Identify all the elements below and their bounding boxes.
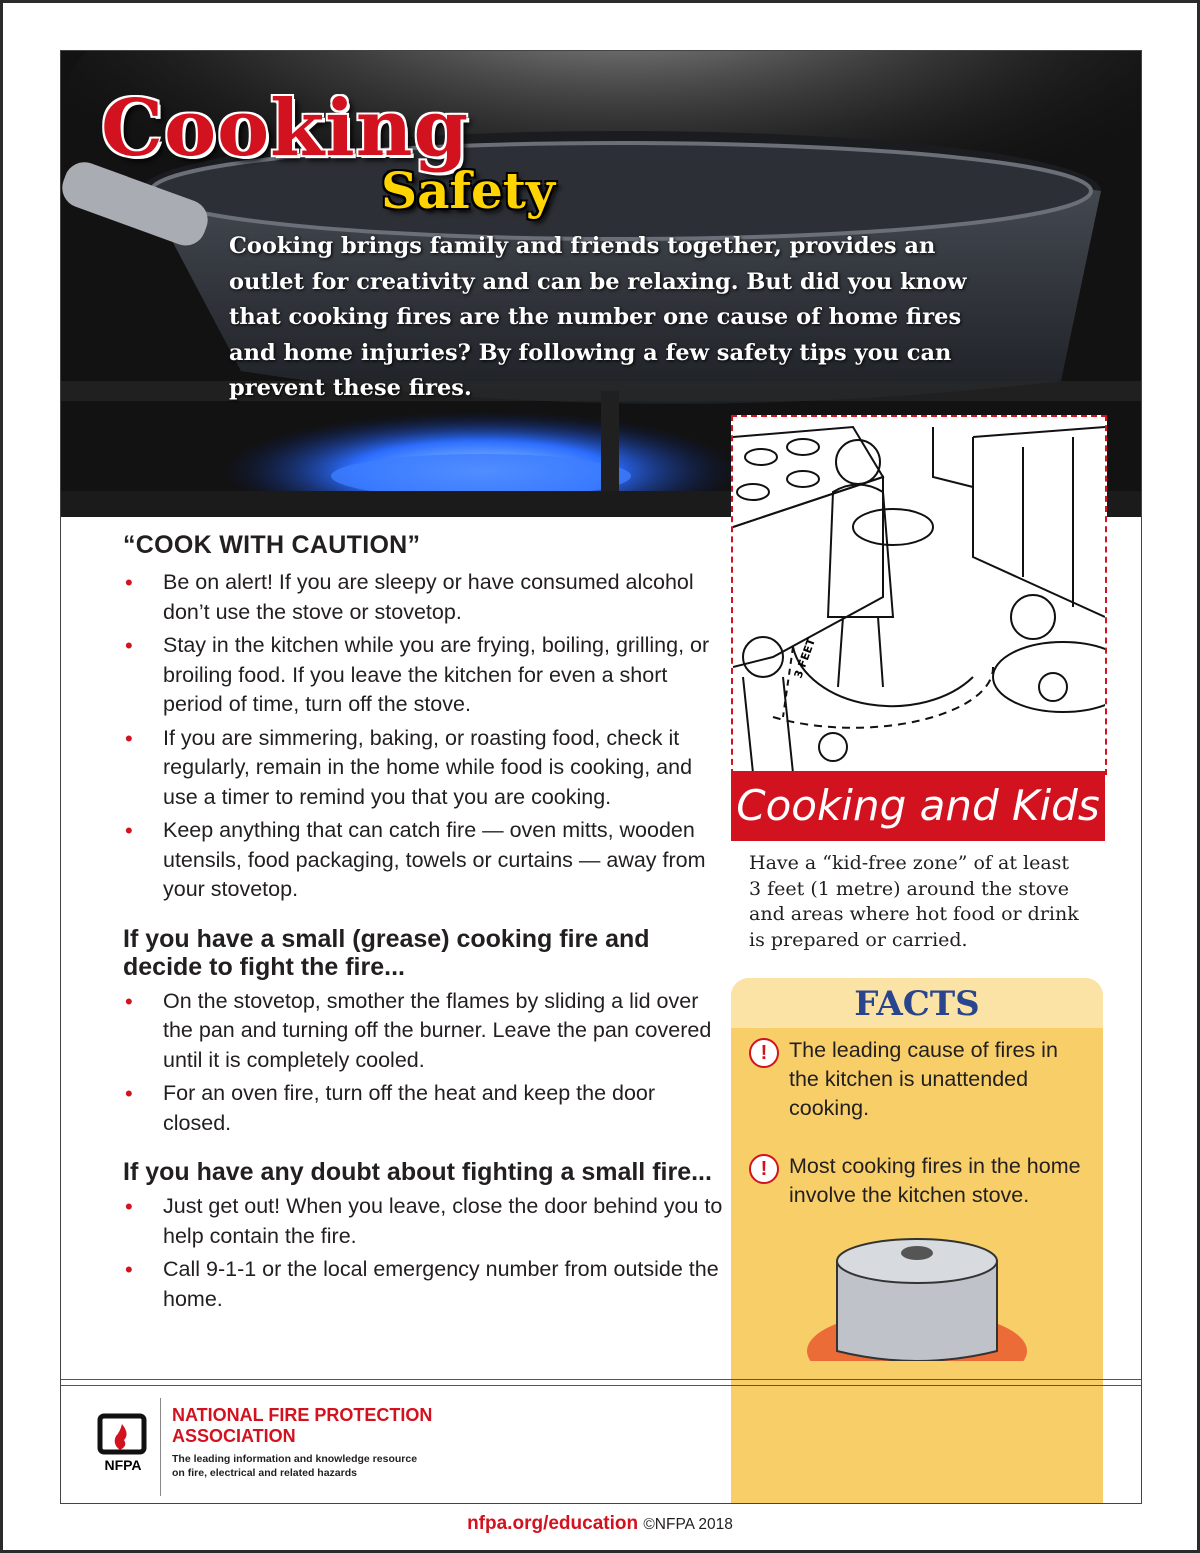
nfpa-logo-icon	[94, 1402, 152, 1486]
education-link[interactable]: nfpa.org/education	[467, 1513, 639, 1534]
copyright-text: ©NFPA 2018	[643, 1516, 733, 1533]
fact-item	[749, 1036, 1089, 1123]
org-tagline: The leading information and knowledge resource on fire, electrical and related hazards	[172, 1453, 418, 1479]
kitchen-illustration	[731, 415, 1107, 775]
footer-divider	[61, 1385, 1141, 1386]
stove-pot-illustration	[797, 1231, 1037, 1361]
bullet-icon: •	[125, 1194, 133, 1219]
three-feet-label: 3 FEET	[791, 636, 819, 681]
bullet-icon: •	[125, 725, 133, 751]
list-item: • Be on alert! If you are sleepy or have consumed alcohol don’t use the stove or stovetop.	[125, 570, 694, 624]
cooking-and-kids-banner: Cooking and Kids	[731, 771, 1105, 841]
section-heading-grease-fire: If you have a small (grease) cooking fire and decide to fight the fire...	[123, 924, 650, 981]
list-item: • If you are simmering, baking, or roasting food, check it regularly, remain in the home while food is cooking, and use a timer to remind you that you are cooking.	[125, 725, 693, 809]
list-item: • Call 9-1-1 or the local emergency number from outside the home.	[125, 1257, 719, 1311]
bottom-credit	[0, 1513, 1200, 1535]
fact-text: The leading cause of fires in the kitchen is unattended cooking.	[789, 1038, 1058, 1120]
caution-list	[123, 568, 723, 905]
section-heading-doubt: If you have any doubt about fighting a small fire...	[123, 1158, 712, 1186]
kid-free-zone-text: Have a “kid-free zone” of at least 3 feet (1 metre) around the stove and areas where hot food or drink is prepared or carried.	[749, 852, 1079, 951]
bullet-icon: •	[125, 570, 133, 595]
list-item: • Keep anything that can catch fire — oven mitts, wooden utensils, food packaging, towels or curtains — away from your stovetop.	[125, 818, 706, 901]
title-safety: Safety	[381, 161, 555, 220]
bullet-icon: •	[125, 1081, 133, 1106]
bullet-icon: •	[125, 633, 133, 658]
list-item: • On the stovetop, smother the flames by sliding a lid over the pan and turning off the burner. Leave the pan covered until it is completely cooled.	[125, 988, 712, 1072]
intro-paragraph: Cooking brings family and friends together, provides an outlet for creativity and can be relaxing. But did you know that cooking fires are the number one cause of home fires and home injuries? By following a few safety tips you can prevent these fires.	[229, 233, 967, 401]
title-cooking: Cooking	[101, 83, 470, 174]
section-heading-caution: “COOK WITH CAUTION”	[123, 531, 421, 559]
footer-divider	[61, 1379, 1141, 1380]
bullet-icon: •	[125, 988, 133, 1014]
bullet-icon: •	[125, 818, 133, 843]
list-item: • Just get out! When you leave, close the door behind you to help contain the fire.	[125, 1194, 723, 1248]
fact-text: Most cooking fires in the home involve the kitchen stove.	[789, 1154, 1081, 1207]
list-item: • For an oven fire, turn off the heat and keep the door closed.	[125, 1081, 656, 1135]
list-item: • Stay in the kitchen while you are frying, boiling, grilling, or broiling food. If you leave the kitchen for even a short period of time, turn off the stove.	[125, 633, 710, 716]
facts-heading: FACTS	[731, 978, 1103, 1028]
exclamation-icon: !	[749, 1154, 779, 1184]
bullet-icon: •	[125, 1257, 133, 1282]
nfpa-logo-text: NFPA	[104, 1457, 142, 1473]
fact-sheet-page	[60, 50, 1142, 1504]
exclamation-icon: !	[749, 1038, 779, 1068]
footer-vertical-divider	[160, 1398, 161, 1496]
tips-column	[123, 531, 723, 1318]
kid-free-zone-drawing	[733, 417, 1105, 773]
fact-item	[749, 1152, 1089, 1210]
grease-fire-list	[123, 987, 723, 1139]
doubt-list	[123, 1192, 723, 1314]
org-name: NATIONAL FIRE PROTECTION ASSOCIATION	[172, 1405, 433, 1446]
